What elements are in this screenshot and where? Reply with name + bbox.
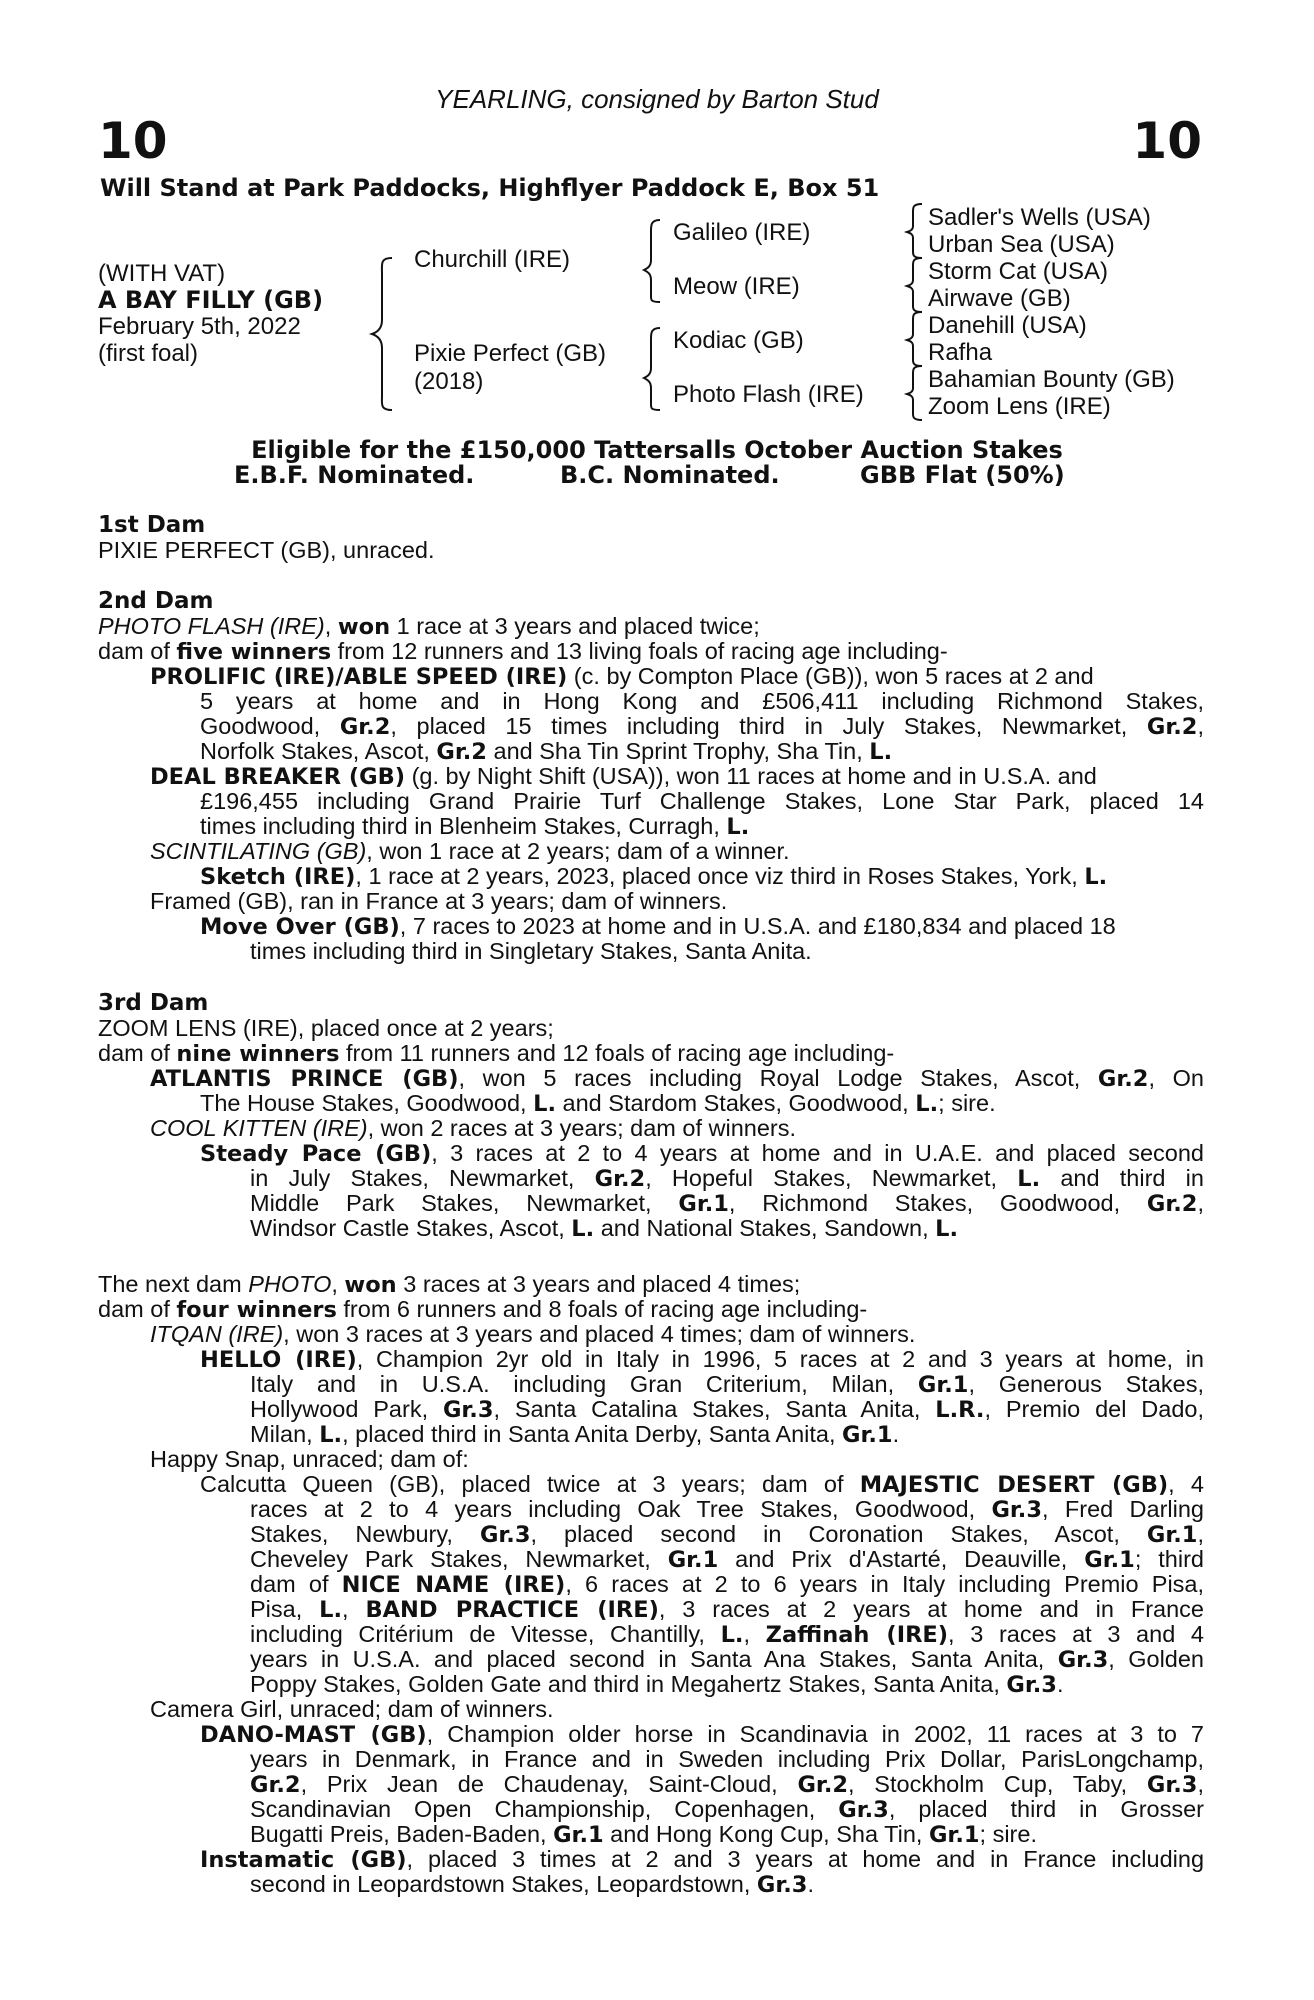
- instamatic-line2: second in Leopardstown Stakes, Leopardstown, Gr.3.: [250, 1871, 814, 1898]
- second-dam-line1: PHOTO FLASH (IRE), won 1 race at 3 years and placed twice;: [98, 613, 760, 640]
- deal-breaker-line1: DEAL BREAKER (GB) (g. by Night Shift (USA)), won 11 races at home and in U.S.A. and: [150, 763, 1097, 790]
- dano-mast-line3: Gr.2, Prix Jean de Chaudenay, Saint-Cloud, Gr.2, Stockholm Cup, Taby, Gr.3,: [250, 1772, 1204, 1797]
- g3-6: Rafha: [928, 339, 993, 366]
- next-dam-line1: The next dam PHOTO, won 3 races at 3 years and placed 4 times;: [98, 1271, 801, 1298]
- deal-breaker-line2: £196,455 including Grand Prairie Turf Challenge Stakes, Lone Star Park, placed 14: [200, 789, 1204, 814]
- lot-number-left: 10: [98, 112, 168, 170]
- dano-mast-line1: DANO-MAST (GB), Champion older horse in Scandinavia in 2002, 11 races at 3 to 7: [200, 1722, 1204, 1747]
- steady-pace-line3: Middle Park Stakes, Newmarket, Gr.1, Richmond Stakes, Goodwood, Gr.2,: [250, 1191, 1204, 1216]
- dam-sire: Kodiac (GB): [673, 327, 804, 354]
- sire-dam: Meow (IRE): [673, 273, 800, 300]
- dano-mast-line2: years in Denmark, in France and in Sweden including Prix Dollar, ParisLongchamp,: [250, 1747, 1204, 1772]
- prolific-line1: PROLIFIC (IRE)/ABLE SPEED (IRE) (c. by Compton Place (GB)), won 5 races at 2 and: [150, 663, 1094, 690]
- itqan-line: ITQAN (IRE), won 3 races at 3 years and placed 4 times; dam of winners.: [150, 1321, 916, 1347]
- prolific-line2: 5 years at home and in Hong Kong and £506,411 including Richmond Stakes,: [200, 689, 1204, 714]
- vat-note: (WITH VAT): [98, 260, 226, 287]
- steady-pace-line4: Windsor Castle Stakes, Ascot, L. and National Stakes, Sandown, L.: [250, 1215, 959, 1242]
- framed-line: Framed (GB), ran in France at 3 years; dam of winners.: [150, 888, 728, 914]
- g3-2: Urban Sea (USA): [928, 231, 1115, 258]
- move-over-line1: Move Over (GB), 7 races to 2023 at home and in U.S.A. and £180,834 and placed 18: [200, 913, 1116, 940]
- dam: Pixie Perfect (GB): [414, 340, 607, 367]
- g3-8: Zoom Lens (IRE): [928, 393, 1111, 420]
- subject-name: A BAY FILLY (GB): [98, 286, 324, 314]
- calcutta-line1: Calcutta Queen (GB), placed twice at 3 years; dam of MAJESTIC DESERT (GB), 4: [200, 1472, 1204, 1497]
- foal-note: (first foal): [98, 340, 199, 367]
- consignment-line: YEARLING, consigned by Barton Stud: [435, 84, 879, 114]
- sketch-line: Sketch (IRE), 1 race at 2 years, 2023, placed once viz third in Roses Stakes, York, L.: [200, 863, 1108, 890]
- hello-line1: HELLO (IRE), Champion 2yr old in Italy in 1996, 5 races at 2 and 3 years at home, in: [200, 1347, 1204, 1372]
- first-dam-heading: 1st Dam: [98, 512, 206, 538]
- steady-pace-line2: in July Stakes, Newmarket, Gr.2, Hopeful Stakes, Newmarket, L. and third in: [250, 1166, 1204, 1191]
- calcutta-line5: dam of NICE NAME (IRE), 6 races at 2 to 6 years in Italy including Premio Pisa,: [250, 1572, 1204, 1597]
- hello-line3: Hollywood Park, Gr.3, Santa Catalina Stakes, Santa Anita, L.R., Premio del Dado,: [250, 1397, 1204, 1422]
- eligibility-line: Eligible for the £150,000 Tattersalls October Auction Stakes: [251, 436, 1063, 464]
- g3-5: Danehill (USA): [928, 312, 1087, 339]
- move-over-line2: times including third in Singletary Stakes, Santa Anita.: [250, 938, 812, 964]
- sire-sire: Galileo (IRE): [673, 219, 811, 246]
- calcutta-line9: Poppy Stakes, Golden Gate and third in Megahertz Stakes, Santa Anita, Gr.3.: [250, 1671, 1064, 1698]
- dano-mast-line4: Scandinavian Open Championship, Copenhagen, Gr.3, placed third in Grosser: [250, 1797, 1204, 1822]
- g3-4: Airwave (GB): [928, 285, 1071, 312]
- next-dam-line2: dam of four winners from 6 runners and 8 foals of racing age including-: [98, 1296, 868, 1323]
- sire: Churchill (IRE): [414, 246, 571, 273]
- calcutta-line8: years in U.S.A. and placed second in Santa Ana Stakes, Santa Anita, Gr.3, Golden: [250, 1647, 1204, 1672]
- bc-nomination: B.C. Nominated.: [560, 461, 780, 489]
- third-dam-line2: dam of nine winners from 11 runners and 12 foals of racing age including-: [98, 1040, 895, 1067]
- dam-dam: Photo Flash (IRE): [673, 381, 864, 408]
- calcutta-line3: Stakes, Newbury, Gr.3, placed second in Coronation Stakes, Ascot, Gr.1,: [250, 1522, 1204, 1547]
- cool-kitten-line: COOL KITTEN (IRE), won 2 races at 3 years; dam of winners.: [150, 1115, 797, 1141]
- gbb-scheme: GBB Flat (50%): [860, 461, 1065, 489]
- steady-pace-line1: Steady Pace (GB), 3 races at 2 to 4 years at home and in U.A.E. and placed second: [200, 1141, 1204, 1166]
- happy-snap-line: Happy Snap, unraced; dam of:: [150, 1446, 469, 1472]
- deal-breaker-line3: times including third in Blenheim Stakes, Curragh, L.: [200, 813, 750, 840]
- calcutta-line2: races at 2 to 4 years including Oak Tree Stakes, Goodwood, Gr.3, Fred Darling: [250, 1497, 1204, 1522]
- atlantis-line2: The House Stakes, Goodwood, L. and Stardom Stakes, Goodwood, L.; sire.: [200, 1090, 996, 1117]
- ebf-nomination: E.B.F. Nominated.: [234, 461, 475, 489]
- prolific-line4: Norfolk Stakes, Ascot, Gr.2 and Sha Tin Sprint Trophy, Sha Tin, L.: [200, 738, 893, 765]
- calcutta-line6: Pisa, L., BAND PRACTICE (IRE), 3 races at 2 years at home and in France: [250, 1597, 1204, 1622]
- hello-line2: Italy and in U.S.A. including Gran Criterium, Milan, Gr.1, Generous Stakes,: [250, 1372, 1204, 1397]
- second-dam-line2: dam of five winners from 12 runners and 13 living foals of racing age including-: [98, 638, 948, 665]
- g3-7: Bahamian Bounty (GB): [928, 366, 1175, 393]
- second-dam-heading: 2nd Dam: [98, 588, 214, 614]
- camera-girl-line: Camera Girl, unraced; dam of winners.: [150, 1696, 554, 1722]
- dam-year: (2018): [414, 368, 484, 395]
- third-dam-line1: ZOOM LENS (IRE), placed once at 2 years;: [98, 1015, 554, 1041]
- calcutta-line4: Cheveley Park Stakes, Newmarket, Gr.1 and Prix d'Astarté, Deauville, Gr.1; third: [250, 1547, 1204, 1572]
- hello-line4: Milan, L., placed third in Santa Anita Derby, Santa Anita, Gr.1.: [250, 1421, 900, 1448]
- first-dam-text: PIXIE PERFECT (GB), unraced.: [98, 537, 435, 563]
- scintilating-line: SCINTILATING (GB), won 1 race at 2 years; dam of a winner.: [150, 838, 790, 864]
- third-dam-heading: 3rd Dam: [98, 990, 209, 1016]
- dano-mast-line5: Bugatti Preis, Baden-Baden, Gr.1 and Hong Kong Cup, Sha Tin, Gr.1; sire.: [250, 1821, 1037, 1848]
- g3-3: Storm Cat (USA): [928, 258, 1109, 285]
- lot-number-right: 10: [1132, 112, 1202, 170]
- prolific-line3: Goodwood, Gr.2, placed 15 times including third in July Stakes, Newmarket, Gr.2,: [200, 714, 1204, 739]
- g3-1: Sadler's Wells (USA): [928, 204, 1151, 231]
- foaled-date: February 5th, 2022: [98, 313, 301, 340]
- calcutta-line7: including Critérium de Vitesse, Chantilly, L., Zaffinah (IRE), 3 races at 3 and 4: [250, 1622, 1204, 1647]
- atlantis-line1: ATLANTIS PRINCE (GB), won 5 races including Royal Lodge Stakes, Ascot, Gr.2, On: [150, 1066, 1204, 1091]
- stand-info: Will Stand at Park Paddocks, Highflyer Paddock E, Box 51: [100, 174, 880, 202]
- instamatic-line1: Instamatic (GB), placed 3 times at 2 and 3 years at home and in France including: [200, 1847, 1204, 1872]
